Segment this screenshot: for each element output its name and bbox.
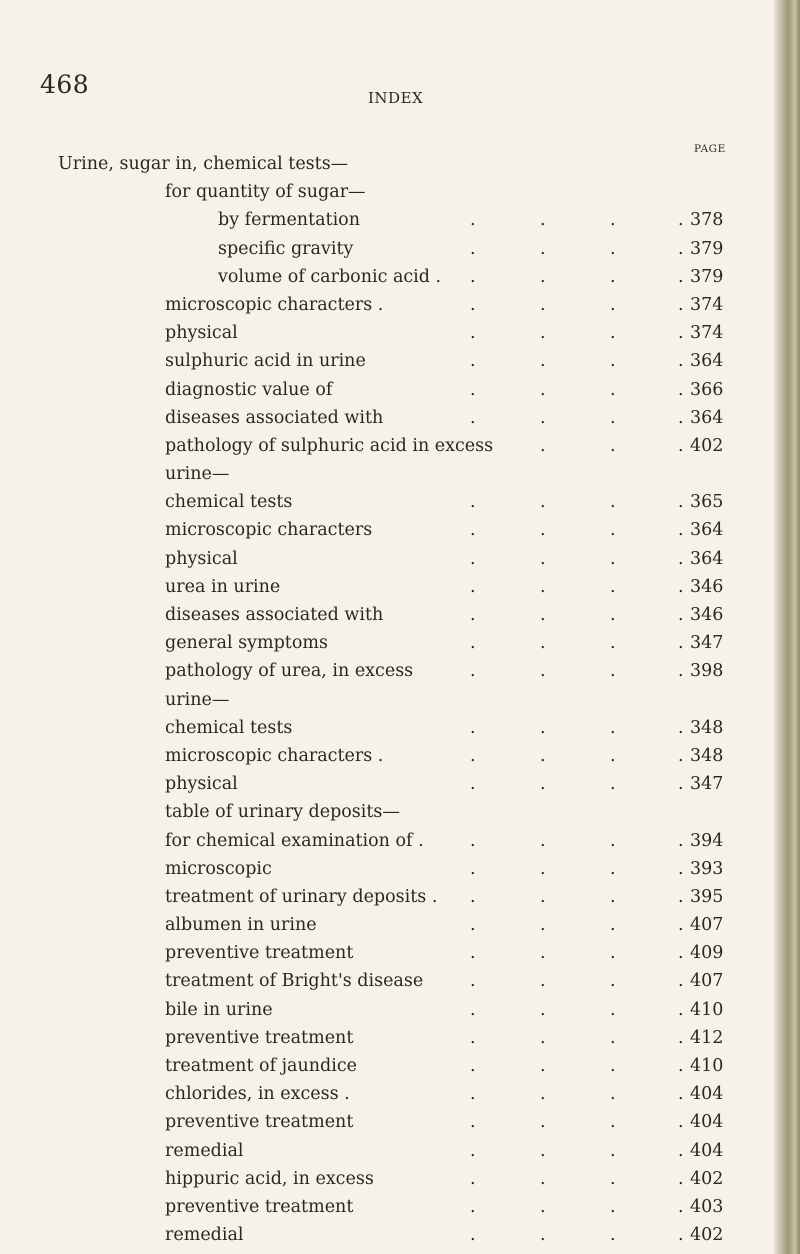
entry-label: chemical tests [165, 492, 293, 513]
leader-dot: . [540, 1196, 546, 1217]
leader-dot: . [470, 1056, 476, 1076]
leader-dot: . [470, 379, 476, 400]
leader-dot: . [540, 717, 546, 738]
leader-dot: . [540, 1084, 546, 1105]
index-entry [0, 686, 800, 714]
leader-dot: . [610, 971, 616, 992]
leader-dot: . [470, 661, 476, 682]
leader-dot: . [678, 1168, 684, 1189]
leader-dot: . [678, 1196, 684, 1217]
index-entry [0, 1024, 800, 1052]
index-entry [0, 319, 800, 347]
entry-label: diseases associated with [165, 605, 384, 625]
leader-dot: . [470, 294, 476, 315]
leader-dot: . [540, 407, 546, 428]
leader-dot: . [610, 774, 616, 795]
index-entry [0, 1137, 800, 1165]
entry-label: urine— [165, 464, 230, 485]
entry-page-number: 403 [690, 1196, 724, 1217]
entry-label: treatment of urinary deposits . [165, 886, 438, 907]
leader-dot: . [540, 858, 546, 879]
leader-dot: . [470, 605, 476, 625]
leader-dot: . [540, 351, 546, 372]
index-entry [0, 657, 800, 685]
leader-dot: . [678, 435, 684, 456]
entry-label: specific gravity [218, 238, 354, 259]
entry-label: chemical tests [165, 717, 293, 738]
leader-dot: . [610, 1225, 616, 1246]
index-entry [0, 206, 800, 234]
leader-dot: . [540, 661, 546, 682]
entry-label: physical [165, 323, 238, 344]
leader-dot: . [470, 633, 476, 654]
leader-dot: . [470, 858, 476, 879]
leader-dot: . [610, 1196, 616, 1217]
leader-dot: . [540, 379, 546, 400]
leader-dot: . [540, 435, 546, 456]
leader-dot: . [470, 830, 476, 851]
entry-label: physical [165, 548, 238, 569]
leader-dot: . [610, 266, 616, 287]
entry-page-number: 398 [690, 661, 724, 682]
entry-label: remedial [165, 1225, 244, 1246]
entry-page-number: 348 [690, 717, 724, 738]
index-entry [0, 291, 800, 319]
index-entry [0, 1165, 800, 1193]
leader-dot: . [610, 1056, 616, 1076]
leader-dot: . [678, 1056, 684, 1076]
leader-dot: . [470, 266, 476, 287]
leader-dot: . [470, 886, 476, 907]
leader-dot: . [470, 576, 476, 597]
entry-label: treatment of Bright's disease [165, 971, 424, 992]
leader-dot: . [610, 999, 616, 1020]
leader-dot: . [678, 1140, 684, 1161]
index-entry [0, 827, 800, 855]
leader-dot: . [540, 999, 546, 1020]
index-entry [0, 545, 800, 573]
leader-dot: . [610, 351, 616, 372]
leader-dot: . [610, 717, 616, 738]
entry-page-number: 366 [690, 379, 724, 400]
index-entry [0, 263, 800, 291]
entry-label: Urine, sugar in, chemical tests— [58, 154, 349, 174]
entry-label: microscopic [165, 858, 272, 879]
leader-dot: . [470, 1140, 476, 1161]
index-entry [0, 178, 800, 206]
leader-dot: . [540, 633, 546, 654]
index-entry [0, 911, 800, 939]
leader-dot: . [678, 548, 684, 569]
entry-label: preventive treatment [165, 1027, 354, 1048]
leader-dot: . [678, 661, 684, 682]
entry-label: pathology of urea, in excess [165, 661, 414, 682]
leader-dot: . [678, 915, 684, 936]
leader-dot: . [540, 1140, 546, 1161]
leader-dot: . [678, 407, 684, 428]
entry-label: remedial [165, 1140, 244, 1161]
leader-dot: . [610, 661, 616, 682]
entry-page-number: 364 [690, 351, 724, 372]
leader-dot: . [678, 294, 684, 315]
leader-dot: . [610, 1112, 616, 1133]
entry-page-number: 347 [690, 774, 724, 795]
index-entry [0, 967, 800, 995]
leader-dot: . [678, 1027, 684, 1048]
entry-page-number: 410 [690, 999, 724, 1020]
entry-page-number: 365 [690, 492, 724, 513]
index-entry [0, 601, 800, 629]
leader-dot: . [470, 943, 476, 964]
index-entry [0, 742, 800, 770]
leader-dot: . [540, 774, 546, 795]
entry-label: sulphuric acid in urine [165, 351, 366, 372]
leader-dot: . [678, 943, 684, 964]
entry-label: albumen in urine [165, 915, 317, 936]
index-entry [0, 516, 800, 544]
leader-dot: . [678, 210, 684, 231]
leader-dot: . [610, 886, 616, 907]
leader-dot: . [470, 492, 476, 513]
leader-dot: . [470, 351, 476, 372]
leader-dot: . [610, 1027, 616, 1048]
leader-dot: . [678, 745, 684, 766]
entry-label: volume of carbonic acid . [218, 266, 442, 287]
entry-label: chlorides, in excess . [165, 1084, 350, 1105]
index-entry [0, 798, 800, 826]
leader-dot: . [610, 435, 616, 456]
entry-label: bile in urine [165, 999, 273, 1020]
index-entry [0, 347, 800, 375]
leader-dot: . [610, 492, 616, 513]
entry-page-number: 410 [690, 1056, 724, 1076]
leader-dot: . [470, 520, 476, 541]
index-entry [0, 629, 800, 657]
entry-label: diagnostic value of [165, 379, 333, 400]
entry-page-number: 402 [690, 435, 724, 456]
entry-label: diseases associated with [165, 407, 384, 428]
leader-dot: . [470, 1027, 476, 1048]
page-edge-shadow [774, 0, 800, 1254]
entry-page-number: 346 [690, 605, 724, 625]
leader-dot: . [678, 492, 684, 513]
entry-page-number: 404 [690, 1084, 724, 1105]
page-number: 468 [40, 70, 90, 99]
index-entry [0, 1052, 800, 1080]
entry-page-number: 364 [690, 548, 724, 569]
leader-dot: . [610, 943, 616, 964]
index-entry [0, 855, 800, 883]
index-entry [0, 714, 800, 742]
leader-dot: . [610, 576, 616, 597]
entry-label: for quantity of sugar— [165, 182, 366, 203]
entry-label: urea in urine [165, 576, 281, 597]
leader-dot: . [610, 605, 616, 625]
leader-dot: . [610, 379, 616, 400]
leader-dot: . [540, 1112, 546, 1133]
leader-dot: . [610, 1168, 616, 1189]
entry-page-number: 402 [690, 1225, 724, 1246]
leader-dot: . [470, 717, 476, 738]
entry-label: microscopic characters . [165, 745, 384, 766]
leader-dot: . [540, 576, 546, 597]
entry-page-number: 374 [690, 323, 724, 344]
leader-dot: . [678, 351, 684, 372]
entry-page-number: 379 [690, 266, 724, 287]
leader-dot: . [678, 774, 684, 795]
index-entry [0, 150, 800, 178]
entry-page-number: 412 [690, 1027, 724, 1048]
entry-page-number: 407 [690, 915, 724, 936]
leader-dot: . [678, 323, 684, 344]
leader-dot: . [540, 492, 546, 513]
leader-dot: . [610, 238, 616, 259]
leader-dot: . [610, 915, 616, 936]
leader-dot: . [540, 1168, 546, 1189]
page-column-label: PAGE [694, 143, 726, 155]
leader-dot: . [540, 548, 546, 569]
entry-label: for chemical examination of . [165, 830, 424, 851]
leader-dot: . [470, 1112, 476, 1133]
leader-dot: . [470, 999, 476, 1020]
leader-dot: . [678, 717, 684, 738]
index-entry [0, 460, 800, 488]
leader-dot: . [470, 745, 476, 766]
index-entry [0, 1080, 800, 1108]
leader-dot: . [540, 745, 546, 766]
entry-page-number: 364 [690, 407, 724, 428]
leader-dot: . [540, 915, 546, 936]
index-entry [0, 235, 800, 263]
entry-label: physical [165, 774, 238, 795]
leader-dot: . [540, 886, 546, 907]
leader-dot: . [678, 971, 684, 992]
leader-dot: . [610, 294, 616, 315]
leader-dot: . [678, 379, 684, 400]
entry-page-number: 346 [690, 576, 724, 597]
entry-label: by fermentation [218, 210, 360, 231]
index-entry [0, 1193, 800, 1221]
leader-dot: . [540, 520, 546, 541]
entry-label: microscopic characters . [165, 294, 384, 315]
leader-dot: . [540, 294, 546, 315]
leader-dot: . [540, 210, 546, 231]
leader-dot: . [470, 1196, 476, 1217]
leader-dot: . [540, 830, 546, 851]
leader-dot: . [470, 1225, 476, 1246]
leader-dot: . [610, 323, 616, 344]
index-entry [0, 939, 800, 967]
entry-page-number: 404 [690, 1140, 724, 1161]
index-entry [0, 770, 800, 798]
leader-dot: . [678, 633, 684, 654]
leader-dot: . [470, 548, 476, 569]
index-entry [0, 488, 800, 516]
leader-dot: . [678, 830, 684, 851]
leader-dot: . [610, 407, 616, 428]
leader-dot: . [610, 520, 616, 541]
leader-dot: . [470, 1168, 476, 1189]
leader-dot: . [470, 915, 476, 936]
entry-page-number: 404 [690, 1112, 724, 1133]
leader-dot: . [678, 1084, 684, 1105]
entry-label: hippuric acid, in excess [165, 1168, 374, 1189]
leader-dot: . [470, 774, 476, 795]
leader-dot: . [678, 1225, 684, 1246]
leader-dot: . [540, 605, 546, 625]
entry-label: table of urinary deposits— [165, 802, 400, 823]
leader-dot: . [540, 238, 546, 259]
entry-page-number: 348 [690, 745, 724, 766]
leader-dot: . [610, 1084, 616, 1105]
leader-dot: . [540, 1056, 546, 1076]
leader-dot: . [610, 858, 616, 879]
leader-dot: . [678, 266, 684, 287]
entry-label: preventive treatment [165, 943, 354, 964]
index-entry [0, 996, 800, 1024]
entry-label: preventive treatment [165, 1196, 354, 1217]
index-entry [0, 1221, 800, 1249]
leader-dot: . [540, 971, 546, 992]
leader-dot: . [470, 323, 476, 344]
entry-page-number: 364 [690, 520, 724, 541]
leader-dot: . [678, 1112, 684, 1133]
entry-page-number: 347 [690, 633, 724, 654]
index-entry [0, 1108, 800, 1136]
entry-page-number: 395 [690, 886, 724, 907]
entry-label: microscopic characters [165, 520, 373, 541]
entry-page-number: 393 [690, 858, 724, 879]
index-entry [0, 376, 800, 404]
leader-dot: . [678, 520, 684, 541]
leader-dot: . [610, 830, 616, 851]
leader-dot: . [470, 210, 476, 231]
entry-label: general symptoms [165, 633, 328, 654]
entry-page-number: 409 [690, 943, 724, 964]
index-entry [0, 573, 800, 601]
running-head: INDEX [368, 89, 424, 107]
leader-dot: . [540, 266, 546, 287]
leader-dot: . [540, 943, 546, 964]
entry-page-number: 379 [690, 238, 724, 259]
leader-dot: . [678, 238, 684, 259]
entry-label: treatment of jaundice [165, 1056, 357, 1076]
leader-dot: . [470, 407, 476, 428]
index-entry [0, 883, 800, 911]
entry-page-number: 394 [690, 830, 724, 851]
index-entry [0, 432, 800, 460]
leader-dot: . [610, 1140, 616, 1161]
leader-dot: . [470, 1084, 476, 1105]
leader-dot: . [610, 210, 616, 231]
entry-page-number: 402 [690, 1168, 724, 1189]
leader-dot: . [678, 886, 684, 907]
index-entries [0, 150, 800, 1249]
entry-label: pathology of sulphuric acid in excess [165, 435, 494, 456]
entry-page-number: 378 [690, 210, 724, 231]
leader-dot: . [610, 633, 616, 654]
leader-dot: . [470, 971, 476, 992]
index-entry [0, 404, 800, 432]
leader-dot: . [610, 745, 616, 766]
entry-label: preventive treatment [165, 1112, 354, 1133]
leader-dot: . [678, 576, 684, 597]
leader-dot: . [610, 548, 616, 569]
entry-label: urine— [165, 689, 230, 710]
entry-page-number: 374 [690, 294, 724, 315]
leader-dot: . [540, 1225, 546, 1246]
leader-dot: . [678, 605, 684, 625]
leader-dot: . [540, 323, 546, 344]
leader-dot: . [678, 999, 684, 1020]
leader-dot: . [540, 1027, 546, 1048]
leader-dot: . [470, 238, 476, 259]
entry-page-number: 407 [690, 971, 724, 992]
leader-dot: . [678, 858, 684, 879]
